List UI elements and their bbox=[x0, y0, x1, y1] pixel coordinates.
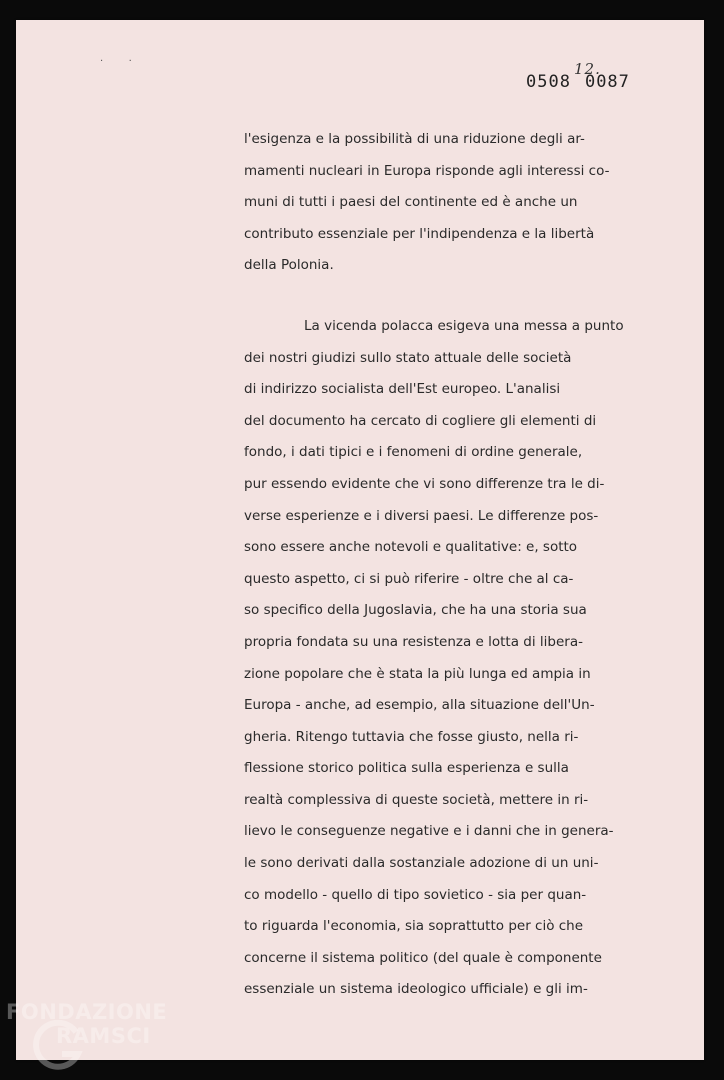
text-line: l'esigenza e la possibilità di una riduzione degli ar- bbox=[244, 131, 585, 147]
text-line: essenziale un sistema ideologico ufficiale) e gli im- bbox=[244, 981, 588, 998]
text-line: gheria. Ritengo tuttavia che fosse giusto, nella ri- bbox=[244, 728, 579, 745]
text-line: co modello - quello di tipo sovietico - sia per quan- bbox=[244, 886, 587, 903]
text-line: zione popolare che è stata la più lunga ed ampia in bbox=[244, 665, 591, 682]
fondazione-gramsci-watermark bbox=[6, 1000, 206, 1076]
handwritten-page-number: 12. bbox=[574, 60, 601, 78]
typewritten-text bbox=[244, 124, 624, 1006]
text-line: contributo essenziale per l'indipendenza e la libertà bbox=[244, 225, 595, 242]
watermark-line1: FONDAZIONE bbox=[6, 1000, 168, 1024]
page-code-prefix: 0508 bbox=[526, 72, 571, 92]
text-line: to riguarda l'economia, sia soprattutto per ciò che bbox=[244, 918, 584, 935]
text-line: pur essendo evidente che vi sono differenze tra le di- bbox=[244, 475, 605, 492]
text-line: di indirizzo socialista dell'Est europeo. L'analisi bbox=[244, 381, 561, 398]
text-line: Europa - anche, ad esempio, alla situazione dell'Un- bbox=[244, 697, 595, 714]
document-page bbox=[16, 20, 704, 1060]
text-line: concerne il sistema politico (del quale è componente bbox=[244, 949, 602, 966]
text-line: verse esperienze e i diversi paesi. Le differenze pos- bbox=[244, 507, 599, 524]
text-line: sono essere anche notevoli e qualitative: e, sotto bbox=[244, 539, 578, 556]
text-line: le sono derivati dalla sostanziale adozione di un uni- bbox=[244, 855, 599, 872]
text-line: della Polonia. bbox=[244, 257, 334, 274]
text-line: flessione storico politica sulla esperienza e sulla bbox=[244, 760, 569, 777]
text-line: dei nostri giudizi sullo stato attuale delle società bbox=[244, 349, 572, 366]
watermark-line2: RAMSCI bbox=[56, 1024, 151, 1048]
text-line: so specifico della Jugoslavia, che ha una storia sua bbox=[244, 602, 587, 619]
text-line: La vicenda polacca esigeva una messa a punto bbox=[304, 317, 624, 334]
text-line: lievo le conseguenze negative e i danni che in genera- bbox=[244, 823, 614, 840]
text-line: mamenti nucleari in Europa risponde agli interessi co- bbox=[244, 162, 610, 179]
text-line: realtà complessiva di queste società, mettere in ri- bbox=[244, 791, 589, 808]
text-line: fondo, i dati tipici e i fenomeni di ordine generale, bbox=[244, 444, 583, 461]
page-code-suffix: 0087 bbox=[584, 72, 630, 92]
text-line: questo aspetto, ci si può riferire - oltre che al ca- bbox=[244, 570, 574, 587]
paragraph-gap bbox=[244, 282, 624, 311]
text-line: muni di tutti i paesi del continente ed è anche un bbox=[244, 194, 578, 211]
text-line: del documento ha cercato di cogliere gli elementi di bbox=[244, 412, 597, 429]
paper-specks: · · bbox=[100, 56, 132, 67]
archive-page-code bbox=[526, 60, 630, 92]
text-line: propria fondata su una resistenza e lotta di libera- bbox=[244, 633, 583, 650]
